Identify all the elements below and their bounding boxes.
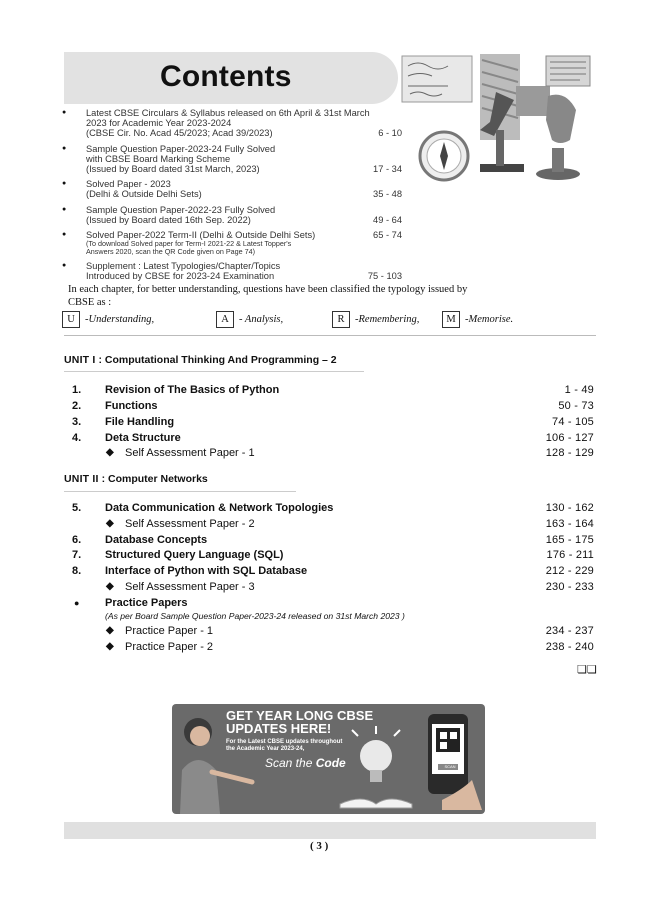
banner-subtext: For the Latest CBSE updates throughout the Academic Year 2023-24, [226, 739, 343, 752]
toc-row[interactable]: 7. Structured Query Language (SQL) 176 - 211 [72, 549, 594, 561]
practice-papers-note: (As per Board Sample Question Paper-2023-24 released on 31st March 2023 ) [105, 611, 405, 621]
legend-analysis: A - Analysis, [216, 311, 283, 328]
toc-row-practice[interactable]: ◆ Practice Paper - 2 238 - 240 [106, 641, 594, 653]
toc-row-assessment[interactable]: ◆ Self Assessment Paper - 2 163 - 164 [106, 518, 594, 530]
page-range: 6 - 10 [378, 128, 402, 138]
banner-headline: GET YEAR LONG CBSE UPDATES HERE! [226, 708, 374, 736]
page-range: 17 - 34 [373, 163, 402, 174]
intro-item[interactable]: ● Supplement : Latest Typologies/Chapter/Topics Introduced by CBSE for 2023-24 Examination 75 - 103 [62, 261, 402, 281]
toc-row-assessment[interactable]: ◆ Self Assessment Paper - 3 230 - 233 [106, 581, 594, 593]
footer-band [64, 822, 596, 839]
intro-contents-list [62, 108, 402, 287]
unit-heading-2: UNIT II : Computer Networks [64, 473, 208, 485]
banner-scan-text: Scan the Code [265, 756, 346, 770]
toc-row-assessment[interactable]: ◆ Self Assessment Paper - 1 128 - 129 [106, 447, 594, 459]
toc-row[interactable]: 3. File Handling 74 - 105 [72, 416, 594, 428]
legend-understanding: U -Understanding, [62, 311, 154, 328]
unit-heading-1: UNIT I : Computational Thinking And Programming – 2 [64, 354, 337, 366]
page-number: ( 3 ) [310, 840, 329, 852]
legend-memorise: M -Memorise. [442, 311, 513, 328]
toc-row[interactable]: 5. Data Communication & Network Topologies 130 - 162 [72, 502, 594, 514]
intro-item[interactable]: ● Sample Question Paper-2023-24 Fully Solved with CBSE Board Marking Scheme (Issued by Board dated 31st March, 2023) 17 - 34 [62, 144, 402, 175]
toc-row[interactable]: 4. Deta Structure 106 - 127 [72, 432, 594, 444]
toc-row[interactable]: 8. Interface of Python with SQL Database 212 - 229 [72, 565, 594, 577]
page-title: Contents [160, 60, 292, 93]
toc-row-practice-papers[interactable]: ● Practice Papers [74, 597, 188, 609]
page-range: 35 - 48 [373, 189, 402, 200]
legend-remembering: R -Remembering, [332, 311, 419, 328]
page-range: 65 - 74 [373, 230, 402, 241]
end-of-contents-mark: ❏❏ [577, 664, 597, 676]
intro-item[interactable]: ● Latest CBSE Circulars & Syllabus released on 6th April & 31st March 2023 for Academic Year 2023-2024 (CBSE Cir. No. Acad 45/2023; Acad 39/2023) 6 - 10 [62, 108, 402, 139]
typology-description: In each chapter, for better understanding, questions have been classified the typology issued by CBSE as : [68, 284, 468, 308]
phone-scan-button[interactable]: SCAN [444, 764, 456, 769]
divider [64, 335, 596, 336]
science-collage-illustration [398, 52, 594, 188]
page-range: 49 - 64 [373, 214, 402, 225]
intro-item[interactable]: ● Solved Paper-2022 Term-II (Delhi & Outside Delhi Sets) (To download Solved paper for Term-I 2021-22 & Latest Topper's Answers 2020, scan the QR Code given on Page 74) 65 - 74 [62, 230, 402, 256]
intro-item[interactable]: ● Solved Paper - 2023 (Delhi & Outside Delhi Sets) 35 - 48 [62, 179, 402, 199]
page-range: 75 - 103 [367, 271, 402, 282]
toc-row-practice[interactable]: ◆ Practice Paper - 1 234 - 237 [106, 625, 594, 637]
toc-row[interactable]: 6. Database Concepts 165 - 175 [72, 534, 594, 546]
divider [64, 371, 364, 372]
toc-row[interactable]: 2. Functions 50 - 73 [72, 400, 594, 412]
toc-row[interactable]: 1. Revision of The Basics of Python 1 - 49 [72, 384, 594, 396]
intro-item[interactable]: ● Sample Question Paper-2022-23 Fully Solved (Issued by Board dated 16th Sep. 2022) 49 - 64 [62, 205, 402, 225]
divider [64, 491, 296, 492]
